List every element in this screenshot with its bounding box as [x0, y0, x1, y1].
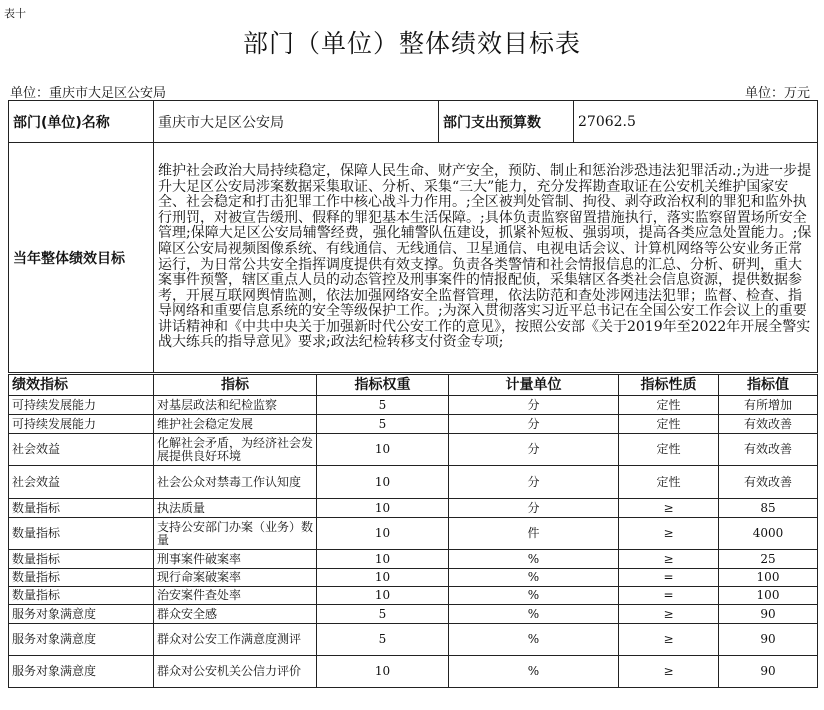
unit-cell: % — [449, 605, 619, 624]
value-cell: 有效改善 — [719, 434, 818, 466]
category-cell: 服务对象满意度 — [9, 624, 154, 656]
nature-cell: = — [619, 587, 719, 605]
value-cell: 90 — [719, 605, 818, 624]
budget-value: 27062.5 — [574, 101, 818, 143]
table-row — [9, 587, 818, 605]
nature-cell: ≥ — [619, 605, 719, 624]
weight-cell: 10 — [317, 518, 449, 550]
indicator-cell: 群众对公安工作满意度测评 — [154, 624, 317, 656]
indicator-header-row — [9, 375, 818, 396]
nature-cell: 定性 — [619, 415, 719, 434]
category-cell: 社会效益 — [9, 466, 154, 499]
value-cell: 有效改善 — [719, 466, 818, 499]
value-cell: 90 — [719, 656, 818, 688]
header-cell: 指标值 — [719, 375, 818, 396]
category-cell: 数量指标 — [9, 587, 154, 605]
unit-cell: % — [449, 550, 619, 569]
weight-cell: 5 — [317, 624, 449, 656]
table-row — [9, 656, 818, 688]
indicator-cell: 对基层政法和纪检监察 — [154, 396, 317, 415]
category-cell: 数量指标 — [9, 569, 154, 587]
weight-cell: 10 — [317, 656, 449, 688]
dept-name: 重庆市大足区公安局 — [154, 101, 439, 143]
unit-cell: % — [449, 624, 619, 656]
indicator-cell: 群众对公安机关公信力评价 — [154, 656, 317, 688]
indicator-cell: 现行命案破案率 — [154, 569, 317, 587]
value-cell: 有所增加 — [719, 396, 818, 415]
nature-cell: ≥ — [619, 624, 719, 656]
nature-cell: = — [619, 569, 719, 587]
indicator-cell: 化解社会矛盾，为经济社会发展提供良好环境 — [154, 434, 317, 466]
indicator-cell: 刑事案件破案率 — [154, 550, 317, 569]
unit-cell: % — [449, 587, 619, 605]
nature-cell: 定性 — [619, 466, 719, 499]
category-cell: 数量指标 — [9, 499, 154, 518]
table-row — [9, 605, 818, 624]
unit-cell: 分 — [449, 396, 619, 415]
unit-cell: 分 — [449, 434, 619, 466]
header-cell: 指标权重 — [317, 375, 449, 396]
table-row — [9, 518, 818, 550]
value-cell: 100 — [719, 569, 818, 587]
unit-cell: 分 — [449, 466, 619, 499]
category-cell: 服务对象满意度 — [9, 656, 154, 688]
value-cell: 4000 — [719, 518, 818, 550]
doc-tag: 表十 — [4, 7, 26, 20]
nature-cell: ≥ — [619, 550, 719, 569]
nature-cell: ≥ — [619, 656, 719, 688]
table-row — [9, 415, 818, 434]
weight-cell: 10 — [317, 550, 449, 569]
header-table — [8, 100, 818, 373]
value-cell: 90 — [719, 624, 818, 656]
weight-cell: 10 — [317, 466, 449, 499]
category-cell: 数量指标 — [9, 550, 154, 569]
indicator-cell: 社会公众对禁毒工作认知度 — [154, 466, 317, 499]
weight-cell: 5 — [317, 396, 449, 415]
header-cell: 指标性质 — [619, 375, 719, 396]
table-row — [9, 396, 818, 415]
value-cell: 25 — [719, 550, 818, 569]
unit-cell: 件 — [449, 518, 619, 550]
value-cell: 85 — [719, 499, 818, 518]
weight-cell: 10 — [317, 499, 449, 518]
unit-cell: 分 — [449, 415, 619, 434]
table-row — [9, 624, 818, 656]
nature-cell: ≥ — [619, 499, 719, 518]
weight-cell: 5 — [317, 415, 449, 434]
weight-cell: 10 — [317, 434, 449, 466]
header-cell: 指标 — [154, 375, 317, 396]
table-row — [9, 550, 818, 569]
indicator-cell: 群众安全感 — [154, 605, 317, 624]
goal-label: 当年整体绩效目标 — [9, 143, 154, 373]
indicator-cell: 治安案件查处率 — [154, 587, 317, 605]
value-cell: 有效改善 — [719, 415, 818, 434]
budget-label: 部门支出预算数 — [439, 101, 574, 143]
category-cell: 可持续发展能力 — [9, 415, 154, 434]
nature-cell: 定性 — [619, 396, 719, 415]
weight-cell: 10 — [317, 569, 449, 587]
category-cell: 服务对象满意度 — [9, 605, 154, 624]
table-row — [9, 466, 818, 499]
weight-cell: 5 — [317, 605, 449, 624]
unit-right: 单位：万元 — [744, 86, 810, 101]
nature-cell: ≥ — [619, 518, 719, 550]
indicator-cell: 支持公安部门办案（业务）数量 — [154, 518, 317, 550]
header-cell: 计量单位 — [449, 375, 619, 396]
nature-cell: 定性 — [619, 434, 719, 466]
value-cell: 100 — [719, 587, 818, 605]
unit-cell: % — [449, 656, 619, 688]
category-cell: 社会效益 — [9, 434, 154, 466]
unit-cell: 分 — [449, 499, 619, 518]
table-row — [9, 434, 818, 466]
unit-cell: % — [449, 569, 619, 587]
indicator-cell: 维护社会稳定发展 — [154, 415, 317, 434]
table-row — [9, 499, 818, 518]
indicator-table — [8, 374, 818, 688]
category-cell: 数量指标 — [9, 518, 154, 550]
dept-label: 部门(单位)名称 — [9, 101, 154, 143]
header-cell: 绩效指标 — [9, 375, 154, 396]
unit-left: 单位：重庆市大足区公安局 — [10, 86, 167, 101]
goal-text: 维护社会政治大局持续稳定，保障人民生命、财产安全，预防、制止和惩治涉恐违法犯罪活动.;为进一步提升大足区公安局涉案数据采集取证、分析、采集“三大”能力，充分发挥勘查取证在公安机关维护国家安全、社会稳定和打击犯罪工作中核心战斗力作用。;全区被判处管制、拘役、剥夺政治权利的罪犯和监外执行刑罚，对被宣告缓刑、假释的罪犯基本生活保障。;具体负责监察留置措施执行，落实监察留置场所安全管理;保障大足区公安局辅警经费，强化辅警队伍建设，抓紧补短板、强弱项，提高各类应急处置能力。;保障区公安局视频图像系统、有线通信、无线通信、卫星通信、电视电话会议、计算机网络等公安业务正常运行，为日常公共安全指挥调度提供有效支撑。负责各类警情和社会情报信息的汇总、分析、研判，重大案事件预警，辖区重点人员的动态管控及刑事案件的情报配侦，采集辖区各类社会信息资源，提供数据参考，开展互联网舆情监测，依法加强网络安全监督管理，依法防范和查处涉网违法犯罪；监督、检查、指导网络和重要信息系统的安全等级保护工作。;为深入贯彻落实习近平总书记在全国公安工作会议上的重要讲话精神和《中共中央关于加强新时代公安工作的意见》，按照公安部《关于2019年至2022年开展全警实战大练兵的指导意见》要求;政法纪检转移支付资金专项; — [154, 143, 818, 373]
table-row — [9, 569, 818, 587]
page-title: 部门（单位）整体绩效目标表 — [242, 29, 581, 58]
category-cell: 可持续发展能力 — [9, 396, 154, 415]
indicator-cell: 执法质量 — [154, 499, 317, 518]
weight-cell: 10 — [317, 587, 449, 605]
